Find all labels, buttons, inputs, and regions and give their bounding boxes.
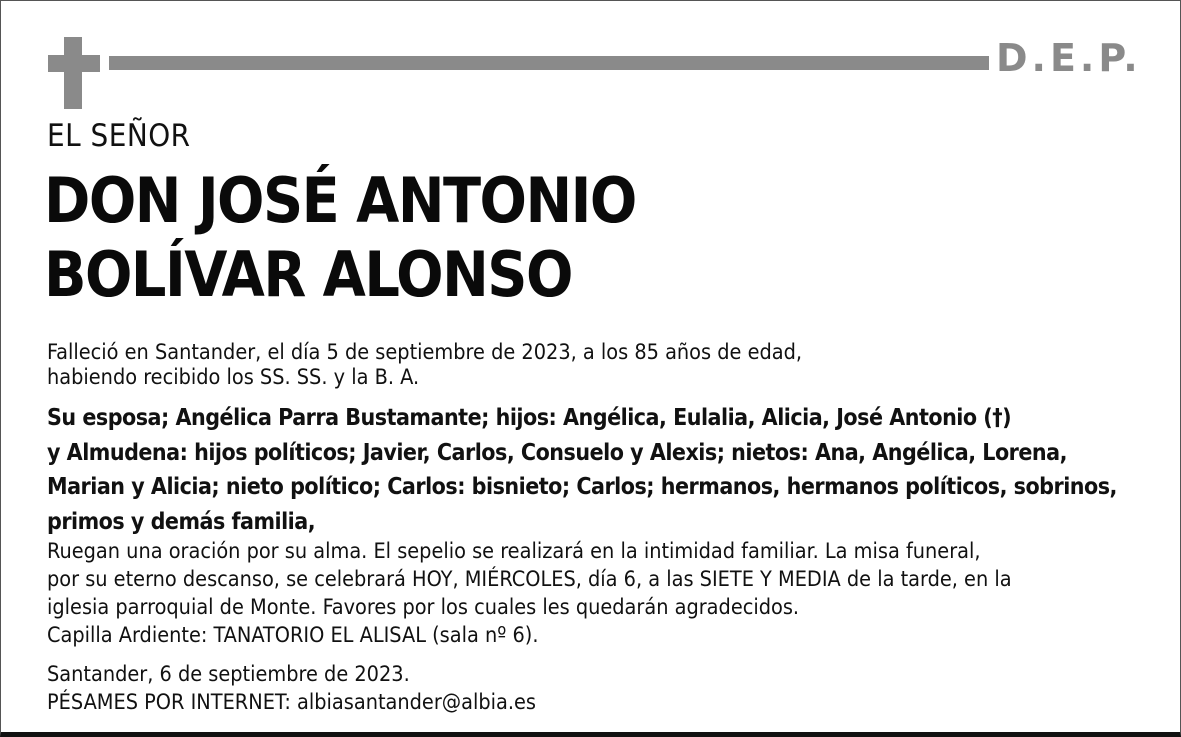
family-line: primos y demás familia,	[47, 508, 316, 535]
name-line-2: BOLÍVAR ALONSO	[44, 238, 572, 311]
honorific-title: EL SEÑOR	[47, 118, 191, 154]
footer-paragraph	[47, 661, 536, 717]
family-line: y Almudena: hijos políticos; Javier, Carlos, Consuelo y Alexis; nietos: Ana, Angélica, Lorena,	[47, 439, 1067, 466]
family-paragraph	[47, 401, 1117, 539]
name-line-1: DON JOSÉ ANTONIO	[44, 164, 636, 237]
death-line: Falleció en Santander, el día 5 de septiembre de 2023, a los 85 años de edad,	[47, 340, 803, 365]
cross-icon	[48, 37, 100, 109]
deceased-name	[44, 164, 636, 312]
service-line: Ruegan una oración por su alma. El sepelio se realizará en la intimidad familiar. La misa funeral,	[47, 539, 981, 564]
service-line: por su eterno descanso, se celebrará HOY, MIÉRCOLES, día 6, a las SIETE Y MEDIA de la tarde, en la	[47, 567, 1012, 592]
service-line: Capilla Ardiente: TANATORIO EL ALISAL (sala nº 6).	[47, 623, 539, 648]
header-rule	[109, 56, 989, 70]
service-line: iglesia parroquial de Monte. Favores por los cuales les quedarán agradecidos.	[47, 595, 800, 620]
condolences-contact: PÉSAMES POR INTERNET: albiasantander@albia.es	[47, 690, 536, 715]
service-paragraph	[47, 538, 1012, 650]
place-date: Santander, 6 de septiembre de 2023.	[47, 662, 410, 687]
dep-label: D.E.P.	[996, 36, 1142, 80]
death-line: habiendo recibido los SS. SS. y la B. A.	[47, 365, 420, 390]
death-paragraph	[47, 340, 802, 390]
family-line: Su esposa; Angélica Parra Bustamante; hijos: Angélica, Eulalia, Alicia, José Antonio (†)	[47, 405, 1012, 431]
family-line: Marian y Alicia; nieto político; Carlos: bisnieto; Carlos; hermanos, hermanos políticos, sobrinos,	[47, 474, 1117, 500]
